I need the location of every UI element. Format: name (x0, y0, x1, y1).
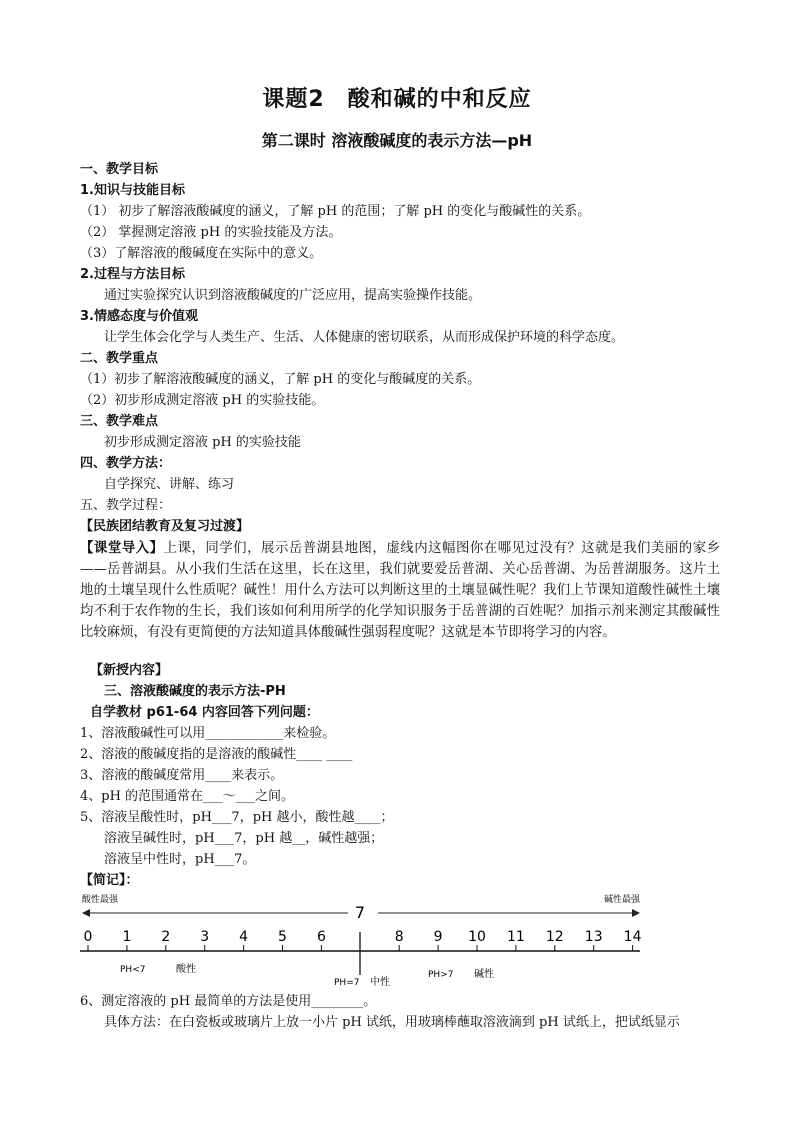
question-3: 3、溶液的酸碱度常用____来表示。 (80, 768, 284, 783)
scale-center-label: 7 (354, 903, 366, 922)
question-6: 6、测定溶液的 pH 最简单的方法是使用________。 (80, 994, 377, 1009)
scale-left-label: 酸性最强 (82, 895, 119, 905)
tick-label-10: 10 (468, 929, 486, 945)
intro-text: 上课，同学们，展示岳普湖县地图，虚线内这幅图你在哪见过没有？这就是我们美丽的家乡——岳普湖县。从小我们生活在这里，长在这里，我们就要爱岳普湖、关心岳普湖、为岳普湖服务。这片土地的土壤呈现什么性质呢？碱性！用什么方法可以判断这里的土壤显碱性呢？我们上节课知道酸性碱性土壤均不利于农作物的生长，我们该如何利用所学的化学知识服务于岳普湖的百姓呢？加指示剂来测定其酸碱性比较麻烦，有没有更简便的方法知道具体酸碱性强弱程度呢？这就是本节即将学习的内容。 (80, 541, 721, 640)
tick-label-13: 13 (584, 929, 603, 945)
tick-label-11: 11 (506, 929, 525, 945)
process-transition: 【民族团结教育及复习过渡】 (80, 519, 250, 534)
section-process: 五、教学过程： (80, 498, 172, 513)
goal-knowledge-heading: 1.知识与技能目标 (80, 183, 185, 198)
question-1: 1、溶液酸碱性可以用____________来检验。 (80, 726, 336, 741)
tick-label-4: 4 (239, 929, 249, 945)
tick-label-5: 5 (278, 929, 287, 945)
neutral-ph-label: PH=7 (334, 978, 360, 988)
goal-knowledge-item-3: （3）了解溶液的酸碱度在实际中的意义。 (80, 246, 323, 261)
acid-ph-label: PH<7 (120, 965, 146, 975)
self-study-prompt: 自学教材 p61-64 内容回答下列问题： (90, 705, 319, 720)
lesson-subtitle: 第二课时 溶液酸碱度的表示方法—pH (261, 131, 533, 150)
goal-process-text: 通过实验探究认识到溶液酸碱度的广泛应用，提高实验操作技能。 (104, 288, 482, 303)
tick-label-14: 14 (623, 929, 642, 945)
scale-right-label: 碱性最强 (603, 895, 640, 905)
notes-heading: 【简记】： (80, 873, 139, 888)
methods-text: 自学探究、讲解、练习 (104, 477, 235, 492)
question-5-neutral: 溶液呈中性时，pH___7。 (104, 852, 256, 867)
tick-label-3: 3 (200, 929, 210, 945)
acid-arrow-head (82, 909, 90, 917)
base-ph-label: PH>7 (428, 970, 454, 980)
goal-knowledge-item-2: （2） 掌握测定溶液 pH 的实验技能及方法。 (80, 225, 342, 240)
question-2: 2、溶液的酸碱度指的是溶液的酸碱性____ ____ (80, 747, 353, 762)
tick-label-8: 8 (394, 929, 404, 945)
base-word-label: 碱性 (474, 969, 494, 980)
method-text: 具体方法：在白瓷板或玻璃片上放一小片 pH 试纸，用玻璃棒蘸取溶液滴到 pH 试纸上，把试纸显示 (104, 1015, 680, 1030)
goal-attitude-text: 让学生体会化学与人类生产、生活、人体健康的密切联系，从而形成保护环境的科学态度。 (104, 330, 625, 345)
question-5: 5、溶液呈酸性时，pH___7，pH 越小，酸性越____； (80, 810, 394, 825)
new-section-title: 三、溶液酸碱度的表示方法-PH (104, 684, 286, 699)
section-key-points: 二、教学重点 (80, 351, 159, 366)
tick-label-6: 6 (316, 929, 326, 945)
neutral-word-label: 中性 (370, 977, 390, 988)
section-difficulties: 三、教学难点 (80, 414, 159, 429)
goal-process-heading: 2.过程与方法目标 (80, 267, 185, 282)
goal-attitude-heading: 3.情感态度与价值观 (80, 309, 198, 324)
difficulty-text: 初步形成测定溶液 pH 的实验技能 (104, 435, 301, 450)
tick-labels (84, 929, 642, 945)
section-methods: 四、教学方法： (80, 456, 172, 471)
tick-label-1: 1 (122, 929, 132, 945)
question-4: 4、pH 的范围通常在___～___之间。 (80, 789, 295, 804)
tick-label-0: 0 (83, 929, 93, 945)
tick-label-12: 12 (545, 929, 564, 945)
question-5-basic: 溶液呈碱性时，pH___7，pH 越__，碱性越强； (104, 831, 384, 846)
intro-label: 【课堂导入】 (80, 541, 164, 556)
new-content-heading: 【新授内容】 (90, 663, 169, 678)
tick-label-9: 9 (433, 929, 443, 945)
tick-label-2: 2 (161, 929, 171, 945)
lesson-title: 课题2 酸和碱的中和反应 (262, 87, 532, 112)
section-teaching-goals: 一、教学目标 (80, 162, 159, 177)
key-point-1: （1）初步了解溶液酸碱度的涵义，了解 pH 的变化与酸碱度的关系。 (80, 372, 481, 387)
base-arrow-head (632, 909, 640, 917)
key-point-2: （2）初步形成测定溶液 pH 的实验技能。 (80, 393, 325, 408)
acid-word-label: 酸性 (176, 964, 196, 975)
goal-knowledge-item-1: （1） 初步了解溶液酸碱度的涵义，了解 pH 的范围；了解 pH 的变化与酸碱性的关系。 (80, 204, 591, 219)
